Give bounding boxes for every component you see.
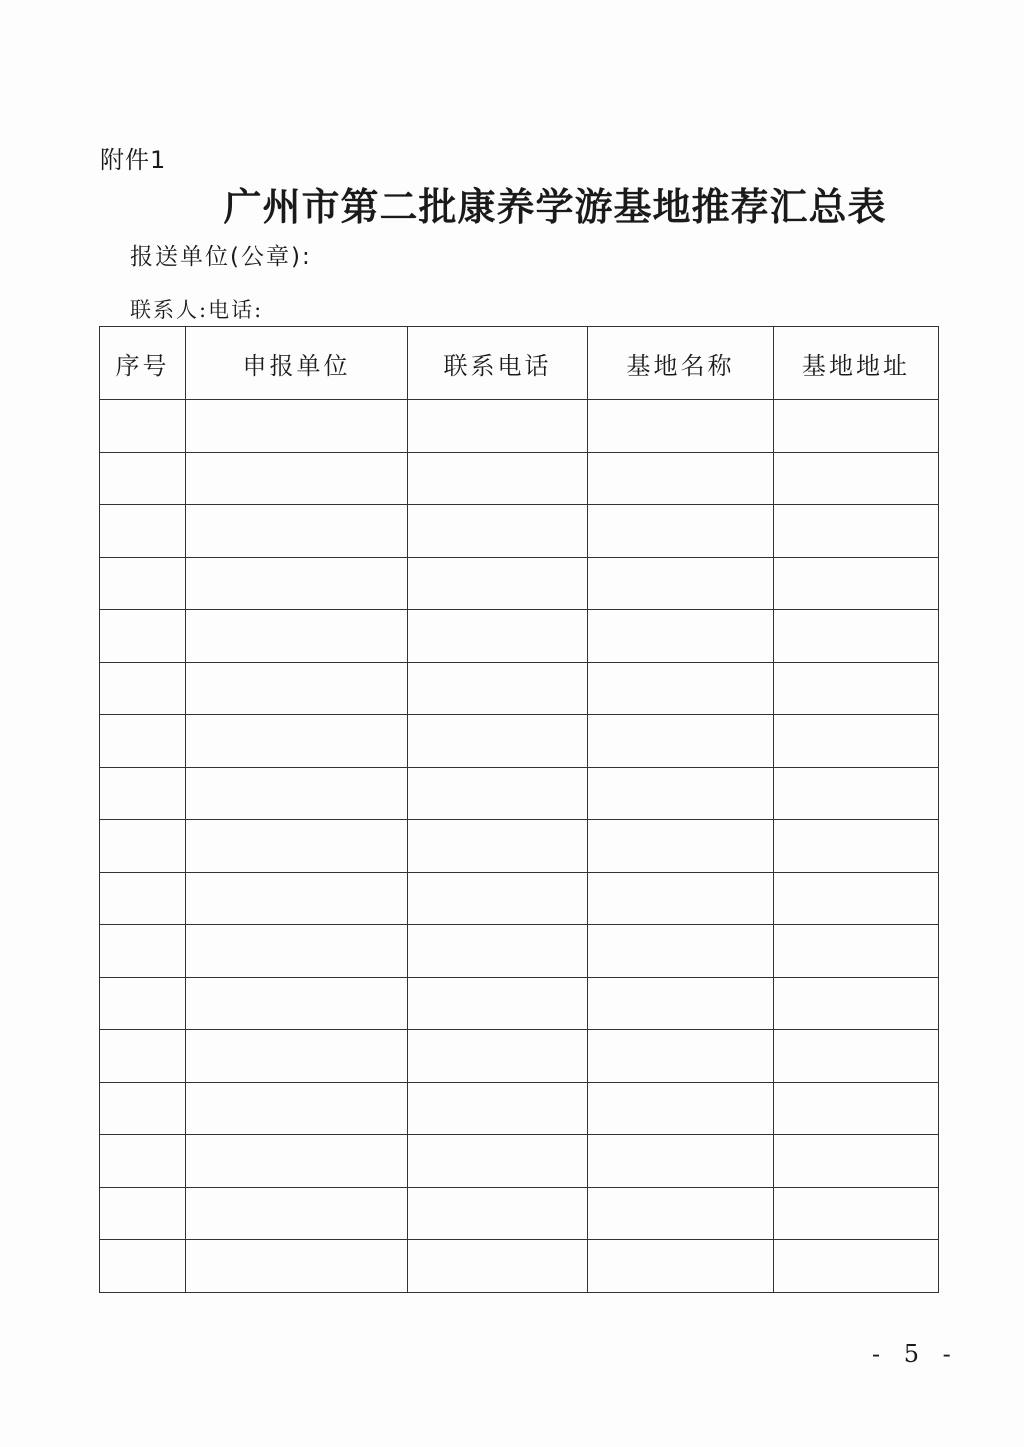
table-row <box>100 820 939 873</box>
table-cell[interactable] <box>408 452 588 505</box>
table-cell[interactable] <box>408 1240 588 1293</box>
table-cell[interactable] <box>408 557 588 610</box>
table-row <box>100 872 939 925</box>
table-cell[interactable] <box>588 610 774 663</box>
table-header-row <box>100 327 939 400</box>
table-cell[interactable] <box>100 767 186 820</box>
table-cell[interactable] <box>588 452 774 505</box>
table-cell[interactable] <box>774 505 939 558</box>
column-header-base-name: 基地名称 <box>588 327 774 400</box>
table-cell[interactable] <box>588 820 774 873</box>
table-cell[interactable] <box>100 610 186 663</box>
table-row <box>100 610 939 663</box>
table-cell[interactable] <box>186 977 408 1030</box>
table-cell[interactable] <box>100 505 186 558</box>
table-cell[interactable] <box>100 557 186 610</box>
table-cell[interactable] <box>774 1187 939 1240</box>
table-cell[interactable] <box>408 610 588 663</box>
table-cell[interactable] <box>100 1240 186 1293</box>
column-header-serial: 序号 <box>100 327 186 400</box>
table-cell[interactable] <box>408 767 588 820</box>
table-cell[interactable] <box>100 662 186 715</box>
page-title: 广州市第二批康养学游基地推荐汇总表 <box>223 184 887 229</box>
table-cell[interactable] <box>186 872 408 925</box>
table-cell[interactable] <box>186 925 408 978</box>
table-cell[interactable] <box>774 767 939 820</box>
table-cell[interactable] <box>186 505 408 558</box>
table-cell[interactable] <box>100 925 186 978</box>
table-cell[interactable] <box>588 925 774 978</box>
table-row <box>100 715 939 768</box>
table-row <box>100 925 939 978</box>
table-cell[interactable] <box>408 872 588 925</box>
table-cell[interactable] <box>186 452 408 505</box>
table-cell[interactable] <box>100 1187 186 1240</box>
column-header-contact-phone: 联系电话 <box>408 327 588 400</box>
table-cell[interactable] <box>588 977 774 1030</box>
table-cell[interactable] <box>408 1187 588 1240</box>
table-cell[interactable] <box>186 662 408 715</box>
table-row <box>100 1082 939 1135</box>
table-cell[interactable] <box>774 715 939 768</box>
table-cell[interactable] <box>100 820 186 873</box>
page-number: - 5 - <box>872 1340 959 1368</box>
table-cell[interactable] <box>408 662 588 715</box>
table-row <box>100 1135 939 1188</box>
table-cell[interactable] <box>408 400 588 453</box>
table-cell[interactable] <box>408 1030 588 1083</box>
table-row <box>100 452 939 505</box>
table-cell[interactable] <box>186 557 408 610</box>
table-cell[interactable] <box>588 557 774 610</box>
table-cell[interactable] <box>774 452 939 505</box>
table-cell[interactable] <box>774 820 939 873</box>
table-cell[interactable] <box>774 1135 939 1188</box>
table-cell[interactable] <box>408 820 588 873</box>
table-cell[interactable] <box>774 400 939 453</box>
table-row <box>100 1187 939 1240</box>
table-row <box>100 400 939 453</box>
table-cell[interactable] <box>774 557 939 610</box>
table-cell[interactable] <box>588 1135 774 1188</box>
table-cell[interactable] <box>186 1030 408 1083</box>
column-header-base-address: 基地地址 <box>774 327 939 400</box>
table-cell[interactable] <box>588 767 774 820</box>
table-cell[interactable] <box>186 1135 408 1188</box>
table-cell[interactable] <box>100 1135 186 1188</box>
table-cell[interactable] <box>588 400 774 453</box>
table-cell[interactable] <box>100 1082 186 1135</box>
table-cell[interactable] <box>100 872 186 925</box>
table-cell[interactable] <box>588 662 774 715</box>
table-cell[interactable] <box>100 400 186 453</box>
table-cell[interactable] <box>186 820 408 873</box>
table-cell[interactable] <box>186 400 408 453</box>
table-cell[interactable] <box>186 767 408 820</box>
table-cell[interactable] <box>774 925 939 978</box>
table-cell[interactable] <box>408 977 588 1030</box>
table-cell[interactable] <box>774 872 939 925</box>
table-cell[interactable] <box>774 1240 939 1293</box>
table-cell[interactable] <box>588 1030 774 1083</box>
table-cell[interactable] <box>774 977 939 1030</box>
table-cell[interactable] <box>774 1082 939 1135</box>
table-cell[interactable] <box>408 715 588 768</box>
table-row <box>100 767 939 820</box>
table-cell[interactable] <box>588 505 774 558</box>
table-cell[interactable] <box>100 452 186 505</box>
table-cell[interactable] <box>588 715 774 768</box>
table-row <box>100 1240 939 1293</box>
table-cell[interactable] <box>588 1082 774 1135</box>
summary-table <box>99 326 939 1293</box>
contact-phone-line: 联系人:电话: <box>130 298 264 322</box>
table-cell[interactable] <box>588 1187 774 1240</box>
table-row <box>100 662 939 715</box>
table-cell[interactable] <box>100 1030 186 1083</box>
table-body <box>100 400 939 1293</box>
table-cell[interactable] <box>186 1082 408 1135</box>
table-row <box>100 557 939 610</box>
table-cell[interactable] <box>186 1240 408 1293</box>
table-row <box>100 505 939 558</box>
table-cell[interactable] <box>408 505 588 558</box>
attachment-label: 附件1 <box>100 146 167 174</box>
table-row <box>100 1030 939 1083</box>
table-cell[interactable] <box>408 1135 588 1188</box>
reporting-unit-line: 报送单位(公章): <box>130 244 312 270</box>
table-cell[interactable] <box>186 1187 408 1240</box>
column-header-applicant-unit: 申报单位 <box>186 327 408 400</box>
table-cell[interactable] <box>100 715 186 768</box>
table-cell[interactable] <box>100 977 186 1030</box>
table-cell[interactable] <box>186 715 408 768</box>
table-cell[interactable] <box>774 1030 939 1083</box>
table-row <box>100 977 939 1030</box>
table-cell[interactable] <box>588 1240 774 1293</box>
table-cell[interactable] <box>774 610 939 663</box>
table-cell[interactable] <box>408 925 588 978</box>
table-cell[interactable] <box>588 872 774 925</box>
table-cell[interactable] <box>408 1082 588 1135</box>
table-cell[interactable] <box>186 610 408 663</box>
table-cell[interactable] <box>774 662 939 715</box>
